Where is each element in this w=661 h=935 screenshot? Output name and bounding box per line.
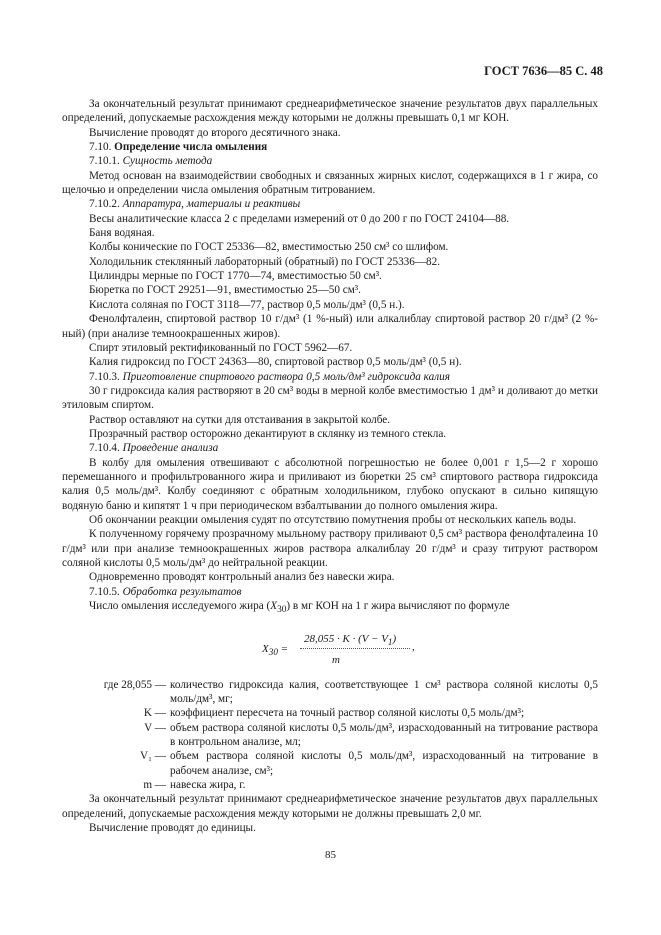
paragraph: За окончательный результат принимают среднеарифметическое значение результатов двух параллельных определений, допускаемые расхождения между которыми не должны превышать 2,0 мг. [62, 793, 598, 820]
fraction-bar [300, 648, 410, 649]
paragraph: Прозрачный раствор осторожно декантируют в склянку из темного стекла. [89, 427, 447, 440]
definition-text: объем раствора соляной кислоты 0,5 моль/дм³, израсходованный на титрование раствора в контрольном анализе, мл; [170, 721, 598, 748]
paragraph: Вычисление проводят до единицы. [89, 822, 256, 835]
section-number: 7.10.5. [89, 585, 120, 598]
section-heading-7-10-1 [62, 154, 598, 168]
definitions-list [62, 678, 598, 793]
section-number: 7.10.4. [89, 442, 120, 455]
paragraph: Об окончании реакции омыления судят по отсутствию помутнения пробы от нескольких капель воды. [89, 513, 577, 526]
section-heading-7-10-2 [62, 197, 598, 211]
formula-symbol: X [262, 642, 269, 655]
section-title: Определение числа омыления [114, 141, 268, 154]
equipment-item: Фенолфталеин, спиртовой раствор 10 г/дм³ (1 %-ный) или алкалиблау спиртовой раствор 20 г/дм³ (2 %-ный) (при анализе темноокрашенных жиров). [62, 313, 598, 340]
definition-symbol: V — [144, 721, 166, 734]
section-heading-7-10-4 [62, 441, 598, 455]
formula-equals: = [280, 642, 289, 655]
equipment-item: Бюретка по ГОСТ 29251—91, вместимостью 25—50 см³. [89, 284, 361, 297]
section-heading-7-10-3 [62, 370, 598, 384]
section-number: 7.10.3. [89, 370, 120, 383]
definition-row [62, 721, 598, 750]
paragraph: 30 г гидроксида калия растворяют в 20 см³ воды в мерной колбе вместимостью 1 дм³ и доливают до метки этиловым спиртом. [62, 384, 598, 412]
paragraph: За окончательный результат принимают среднеарифметическое значение результатов двух параллельных определений, допускаемые расхождения между которыми не должны превышать 0,1 мг КОН. [62, 98, 598, 125]
section-heading-7-10 [62, 140, 598, 154]
page-header: ГОСТ 7636—85 С. 48 [484, 64, 603, 78]
formula-denominator: m [332, 653, 340, 666]
definition-text: объем раствора соляной кислоты 0,5 моль/дм³, израсходованный на титрование в рабочем анализе, см³; [170, 750, 598, 777]
paragraph [62, 599, 598, 618]
section-title: Аппаратура, материалы и реактивы [122, 198, 301, 211]
definition-row [62, 678, 598, 707]
section-number: 7.10.1. [89, 155, 120, 168]
formula-trail: , [412, 640, 415, 653]
paragraph: Метод основан на взаимодействии свободных и связанных жирных кислот, содержащихся в 1 г жира, со щелочью и определении числа омыления обратным титрованием. [62, 169, 598, 197]
paragraph: Раствор оставляют на сутки для отстаивания в закрытой колбе. [89, 413, 391, 426]
section-title: Проведение анализа [122, 442, 219, 455]
paragraph: Вычисление проводят до второго десятичного знака. [89, 126, 341, 139]
definition-text: коэффициент пересчета на точный раствор соляной кислоты 0,5 моль/дм³; [170, 707, 525, 720]
section-number: 7.10. [89, 141, 112, 154]
text-run: Число омыления исследуемого жира ( [89, 600, 271, 613]
definition-text: навеска жира, г. [170, 779, 246, 792]
formula-numerator-text: 28,055 · K · (V − V [304, 632, 388, 645]
equipment-item: Спирт этиловый ректификованный по ГОСТ 5962—67. [89, 341, 353, 354]
formula [62, 626, 598, 672]
formula-numerator [304, 632, 396, 650]
definition-row [62, 778, 598, 792]
equipment-item: Колбы конические по ГОСТ 25336—82, вместимостью 250 см³ со шлифом. [89, 241, 449, 254]
equipment-item: Цилиндры мерные по ГОСТ 1770—74, вместимостью 50 см³. [89, 270, 382, 283]
formula-subscript: 1 [387, 636, 393, 647]
text-run: ) в мг КОН на 1 г жира вычисляют по формуле [286, 600, 510, 613]
paragraph: Одновременно проводят контрольный анализ без навески жира. [89, 571, 395, 584]
definition-symbol: K — [143, 707, 166, 720]
subscript: 30 [277, 605, 287, 616]
definition-row [62, 706, 598, 720]
formula-subscript: 30 [268, 646, 278, 657]
section-title: Сущность метода [122, 155, 213, 168]
section-title: Приготовление спиртового раствора 0,5 моль/дм³ гидроксида калия [122, 370, 450, 383]
equipment-item: Баня водяная. [89, 227, 155, 240]
section-number: 7.10.2. [89, 198, 120, 211]
paragraph: К полученному горячему прозрачному мыльному раствору приливают 0,5 см³ раствора фенолфталеина 10 г/дм³ или при анализе темноокрашенных жиров раствора алкалиблау 20 г/дм³ и сразу титруют раствором соляной кислоты 0,5 моль/дм³ до нейтральной реакции. [62, 528, 598, 569]
equipment-item: Весы аналитические класса 2 с пределами измерений от 0 до 200 г по ГОСТ 24104—88. [89, 212, 510, 225]
definition-symbol: где 28,055 — [103, 678, 166, 691]
page-number: 85 [325, 849, 336, 861]
definition-row [62, 749, 598, 778]
section-heading-7-10-5 [62, 585, 598, 599]
paragraph: В колбу для омыления отвешивают с абсолютной погрешностью не более 0,001 г 1,5—2 г хорошо перемешанного и профильтрованного жира и приливают из бюретки 25 см³ спиртового раствора гидроксида калия 0,5 моль/дм³. Колбу соединяют с обратным холодильником, глубоко опускают в сильно кипящую водяную баню и кипятят 1 ч при периодическом взбалтывании до полного омыления жира. [62, 456, 598, 512]
body-text [62, 97, 598, 835]
formula-lhs [262, 642, 288, 660]
equipment-item: Кислота соляная по ГОСТ 3118—77, раствор 0,5 моль/дм³ (0,5 н.). [89, 298, 405, 311]
equipment-item: Холодильник стеклянный лабораторный (обратный) по ГОСТ 25336—82. [89, 255, 441, 268]
formula-numerator-end: ) [392, 632, 397, 645]
section-title: Обработка результатов [122, 585, 242, 598]
symbol: X [270, 600, 278, 613]
equipment-item: Калия гидроксид по ГОСТ 24363—80, спиртовой раствор 0,5 моль/дм³ (0,5 н). [89, 356, 462, 369]
definition-text: количество гидроксида калия, соответствующее 1 см³ раствора соляной кислоты 0,5 моль/дм³, мг; [170, 678, 598, 705]
definition-symbol: V₁ — [140, 750, 166, 763]
definition-symbol: m — [143, 779, 166, 792]
